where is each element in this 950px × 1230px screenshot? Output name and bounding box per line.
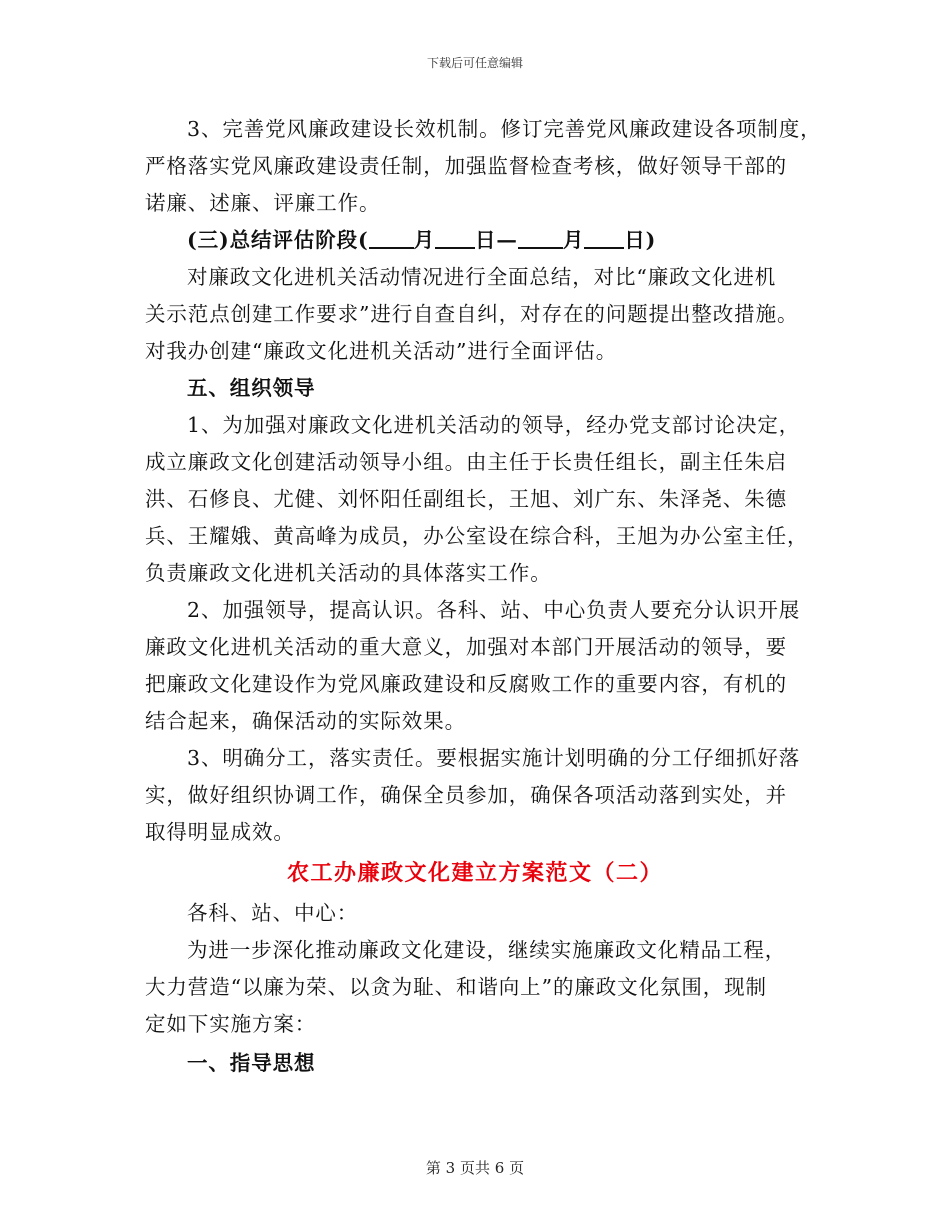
paragraph-line: 负责廉政文化进机关活动的具体落实工作。 (145, 561, 552, 585)
blank-line (435, 227, 475, 249)
stage-heading-label: (三)总结评估阶段( (187, 228, 369, 252)
blank-line (584, 227, 624, 249)
paragraph-line: 为进一步深化推动廉政文化建设，继续实施廉政文化精品工程， (187, 938, 787, 962)
stage-month: 月 (562, 228, 585, 252)
paragraph-line: 关示范点创建工作要求”进行自查自纠，对存在的问题提出整改措施。 (145, 302, 799, 326)
paragraph-line: 3、完善党风廉政建设长效机制。修订完善党风廉政建设各项制度， (187, 117, 822, 141)
paragraph-line: 3、明确分工，落实责任。要根据实施计划明确的分工仔细抓好落 (187, 746, 801, 770)
page-header: 下载后可任意编辑 (426, 56, 523, 70)
stage-day: 日) (624, 228, 657, 252)
section-heading: 五、组织领导 (187, 376, 316, 400)
paragraph-line: 对我办创建“廉政文化进机关活动”进行全面评估。 (145, 339, 618, 363)
blank-line (518, 227, 563, 249)
paragraph-line: 结合起来，确保活动的实际效果。 (145, 709, 466, 733)
section-heading: 一、指导思想 (187, 1051, 316, 1075)
stage-heading (187, 222, 857, 259)
paragraph-line: 严格落实党风廉政建设责任制，加强监督检查考核，做好领导干部的 (145, 154, 787, 178)
paragraph-line: 大力营造“以廉为荣、以贪为耻、和谐向上”的廉政文化氛围，现制 (145, 975, 767, 999)
paragraph-line: 成立廉政文化创建活动领导小组。由主任于长贵任组长，副主任朱启 (145, 450, 787, 474)
paragraph-line: 兵、王耀娥、黄高峰为成员，办公室设在综合科，王旭为办公室主任， (145, 524, 809, 548)
paragraph-line: 取得明显成效。 (145, 820, 295, 844)
stage-month: 月 (413, 228, 436, 252)
paragraph-line: 2、加强领导，提高认识。各科、站、中心负责人要充分认识开展 (187, 598, 801, 622)
document-title: 农工办廉政文化建立方案范文（二） (286, 860, 663, 886)
paragraph-line: 洪、石修良、尤健、刘怀阳任副组长，王旭、刘广东、朱泽尧、朱德 (145, 487, 787, 511)
paragraph-line: 廉政文化进机关活动的重大意义，加强对本部门开展活动的领导，要 (145, 635, 787, 659)
paragraph-line: 把廉政文化建设作为党风廉政建设和反腐败工作的重要内容，有机的 (145, 672, 787, 696)
stage-day: 日— (475, 228, 518, 252)
paragraph-line: 实，做好组织协调工作，确保全员参加，确保各项活动落到实处，并 (145, 783, 787, 807)
blank-line (369, 227, 414, 249)
salutation: 各科、站、中心： (187, 901, 359, 925)
paragraph-line: 1、为加强对廉政文化进机关活动的领导，经办党支部讨论决定， (187, 413, 801, 437)
page-footer: 第 3 页共 6 页 (425, 1159, 525, 1177)
paragraph-line: 定如下实施方案： (145, 1012, 317, 1036)
paragraph-line: 对廉政文化进机关活动情况进行全面总结，对比“廉政文化进机 (187, 265, 777, 289)
paragraph-line: 诺廉、述廉、评廉工作。 (145, 191, 381, 215)
